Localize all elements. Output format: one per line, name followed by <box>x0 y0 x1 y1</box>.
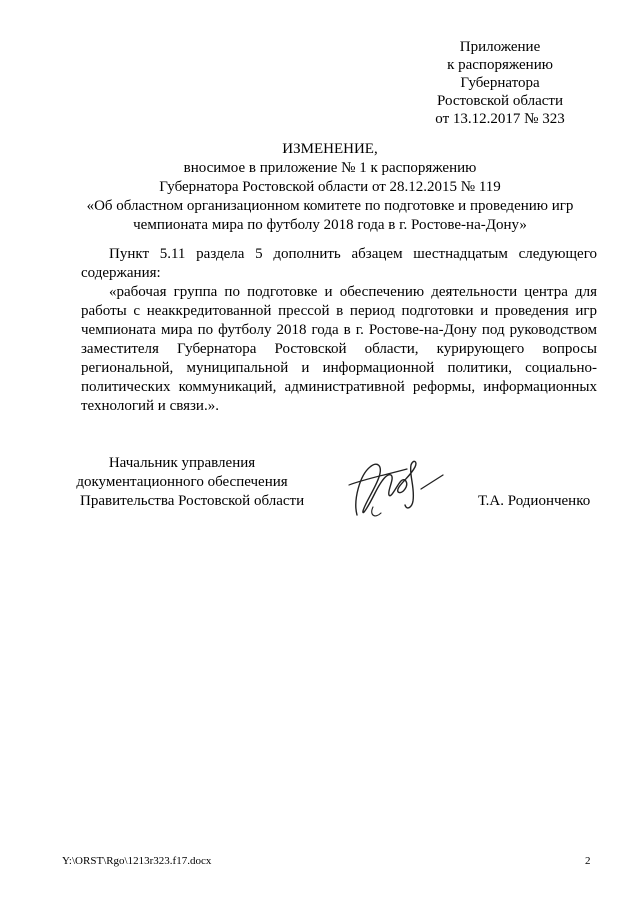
signatory-position <box>62 454 305 511</box>
signatory-position-line-2: документационного обеспечения <box>76 474 288 490</box>
signatory-position-line-3: Правительства Ростовской области <box>80 493 305 509</box>
footer-page-number: 2 <box>585 855 591 867</box>
appendix-line-5: от 13.12.2017 № 323 <box>435 111 565 127</box>
footer-file-path: Y:\ORST\Rgo\1213r323.f17.docx <box>62 855 212 867</box>
appendix-line-2: к распоряжению <box>447 57 553 73</box>
heading-line-5: чемпионата мира по футболу 2018 года в г. Ростове-на-Дону» <box>133 217 527 233</box>
heading-title: ИЗМЕНЕНИЕ, <box>282 141 378 157</box>
handwritten-signature <box>335 445 455 525</box>
appendix-line-3: Губернатора <box>460 75 540 91</box>
signatory-name: Т.А. Родионченко <box>478 493 591 509</box>
appendix-block <box>415 38 585 128</box>
heading-line-3: Губернатора Ростовской области от 28.12.2015 № 119 <box>159 179 501 195</box>
body-paragraph-2: «рабочая группа по подготовке и обеспечению деятельности центра для работы с неаккредитованной прессой в период подготовки и проведения игр чемпионата мира по футболу 2018 года в г. Ростове-на-Дону под руководством заместителя Губернатора Ростовской области, курирующего вопросы региональной, муниципальной и информационной политики, социально-политических коммуникаций, административной реформы, информационных технологий и связи.». <box>81 284 597 414</box>
body-paragraph-1: Пункт 5.11 раздела 5 дополнить абзацем шестнадцатым следующего содержания: <box>81 246 597 281</box>
heading-line-2: вносимое в приложение № 1 к распоряжению <box>183 160 477 176</box>
heading-line-4: «Об областном организационном комитете по подготовке и проведению игр <box>86 198 574 214</box>
document-heading <box>60 140 600 235</box>
signatory-position-line-1: Начальник управления <box>108 455 256 471</box>
appendix-line-4: Ростовской области <box>437 93 563 109</box>
appendix-line-1: Приложение <box>459 39 541 55</box>
